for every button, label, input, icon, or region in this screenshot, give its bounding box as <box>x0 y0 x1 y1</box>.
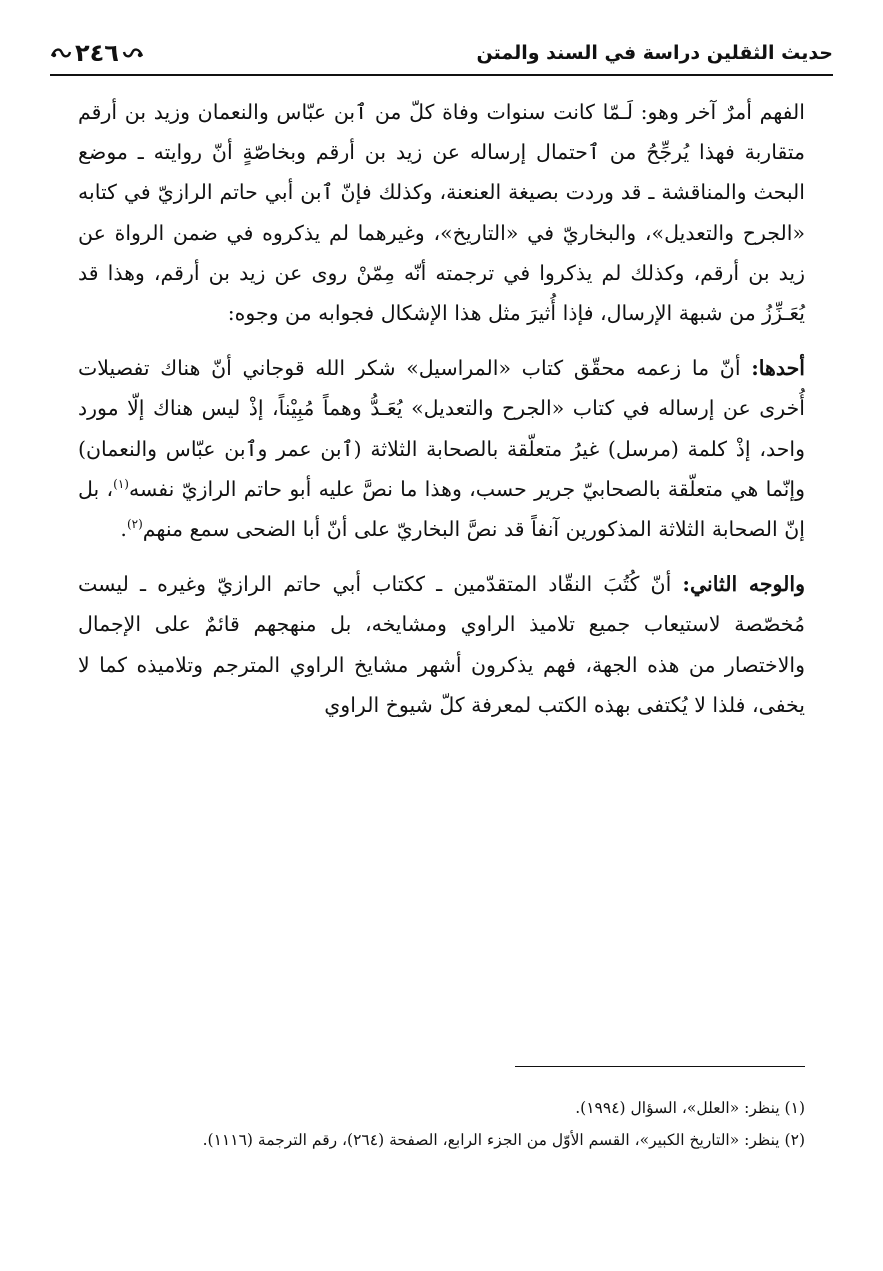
page-number: ٢٤٦ <box>75 39 119 67</box>
paragraph-3 <box>78 564 805 725</box>
footnotes <box>78 1092 805 1156</box>
paragraph-3-text: أنّ كُتُبَ النقّاد المتقدّمين ـ ككتاب أبي حاتم الرازيّ وغيره ـ ليست مُخصّصة لاستيعاب جميع تلاميذ الراوي ومشايخه، بل منهجهم قائمٌ على الإجمال والاختصار من هذه الجهة، فهم يذكرون أشهر مشايخ الراوي المترجم وتلاميذه كما لا يخفى، فلذا لا يُكتفى بهذه الكتب لمعرفة كلّ شيوخ الراوي <box>78 572 805 717</box>
paragraph-2-text-b: ، بل إنّ الصحابة الثلاثة المذكورين آنفاً قد نصَّ البخاريّ على أنّ أبا الضحى سمع منهم <box>78 476 805 542</box>
page-number-group <box>50 39 144 67</box>
footnote-2: (٢) ينظر: «التاريخ الكبير»، القسم الأوّل من الجزء الرابع، الصفحة (٢٦٤)، رقم الترجمة (١١١٦). <box>202 1131 805 1149</box>
main-text <box>78 92 805 740</box>
paragraph-3-heading: والوجه الثاني: <box>682 572 805 597</box>
flourish-left-icon <box>50 46 72 60</box>
paragraph-2-end: . <box>120 517 127 542</box>
paragraph-2-text-a: أنّ ما زعمه محقّق كتاب «المراسيل» شكر الله قوجاني أنّ هناك تفصيلات أُخرى عن إرساله في كتاب «الجرح والتعديل» يُعَـدُّ وهماً مُبِيْناً، إذْ ليس هناك إلّا مورد واحد، إذْ كلمة (مرسل) غيرُ متعلّقة بالصحابة الثلاثة (ٱبن عمر وٱبن عبّاس والنعمان) وإنّما هي متعلّقة بالصحابيّ جرير حسب، وهذا ما نصَّ عليه أبو حاتم الرازيّ نفسه <box>78 356 805 501</box>
flourish-right-icon <box>122 46 144 60</box>
paragraph-2 <box>78 348 805 549</box>
header-divider <box>50 74 833 76</box>
footnote-1: (١) ينظر: «العلل»، السؤال (١٩٩٤). <box>575 1099 805 1117</box>
footnote-divider <box>515 1066 805 1067</box>
footnote-ref-1[interactable]: (١) <box>113 477 129 491</box>
running-header <box>50 28 833 78</box>
paragraph-2-heading: أحدها: <box>751 356 805 381</box>
paragraph-1: الفهم أمرٌ آخر وهو: لَـمّا كانت سنوات وفاة كلّ من ٱبن عبّاس والنعمان وزيد بن أرقم متقاربة فهذا يُرجِّحُ من ٱحتمال إرساله عن زيد بن أرقم وبخاصّةٍ أنّ روايته ـ موضع البحث والمناقشة ـ قد وردت بصيغة العنعنة، وكذلك فإنّ ٱبن أبي حاتم الرازيّ في كتابه «الجرح والتعديل»، والبخاريّ في «التاريخ»، وغيرهما لم يذكروه في ضمن الرواة عن زيد بن أرقم، وكذلك لم يذكروا في ترجمته أنّه مِمّنْ روى عن زيد بن أرقم، وهذا قد يُعَـزِّزُ من شبهة الإرسال، فإذا أُثيرَ مثل هذا الإشكال فجوابه من وجوه: <box>78 100 805 326</box>
footnote-ref-2[interactable]: (٢) <box>126 517 143 532</box>
running-title: حديث الثقلين دراسة في السند والمتن <box>476 42 833 64</box>
